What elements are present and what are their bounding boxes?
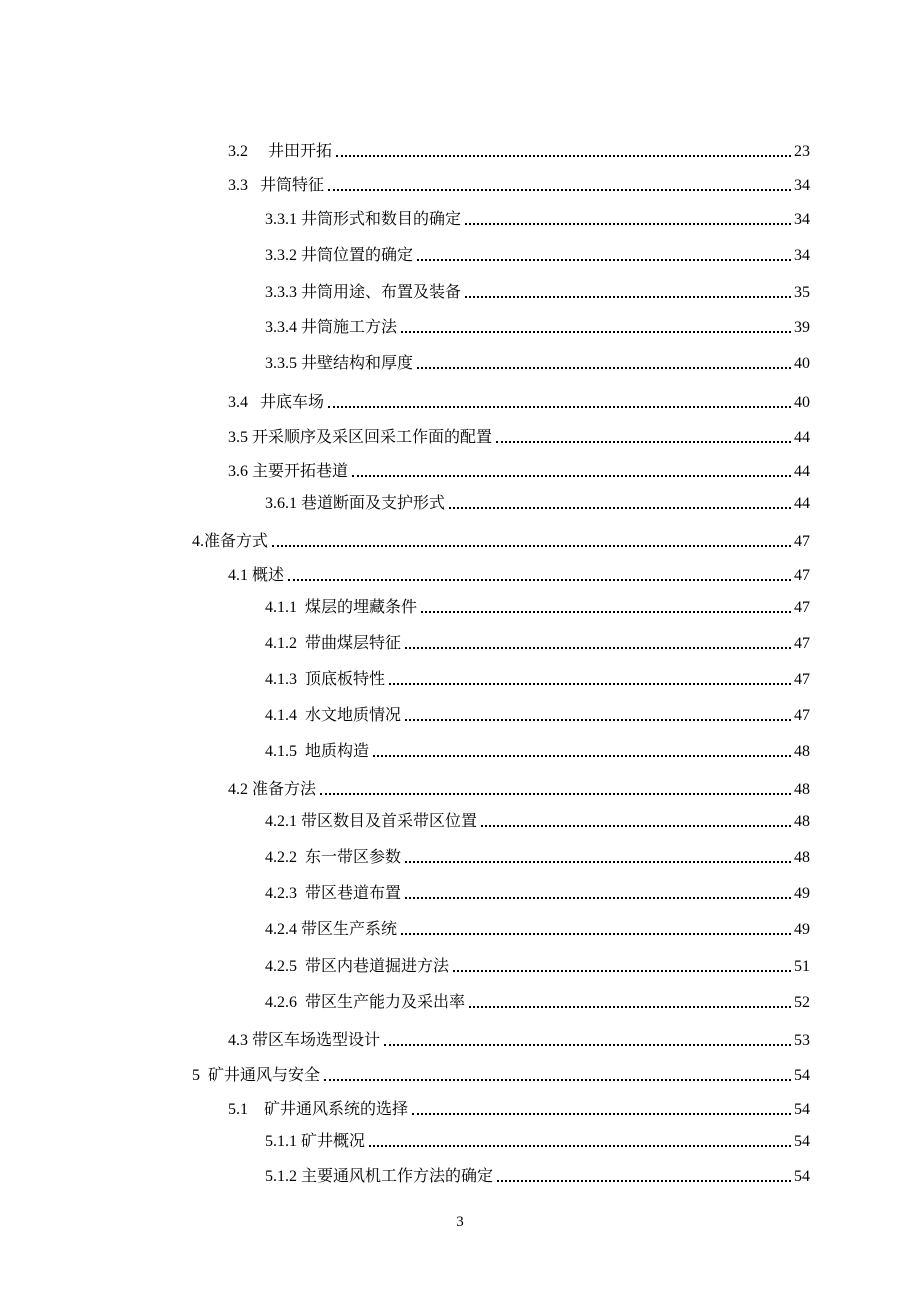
toc-entry[interactable] — [228, 424, 810, 448]
toc-entry-title: 4.2.3 带区巷道布置 — [265, 885, 402, 902]
toc-entry-title: 3.3.1 井筒形式和数目的确定 — [265, 211, 462, 228]
toc-entry-page: 44 — [794, 495, 810, 512]
toc-entry-page: 34 — [794, 177, 810, 194]
toc-entry-title: 4.2.5 带区内巷道掘进方法 — [265, 958, 450, 975]
toc-entry-page: 54 — [794, 1101, 810, 1118]
toc-entry-title: 5.1 矿井通风系统的选择 — [228, 1101, 409, 1118]
toc-dot-leader — [373, 755, 791, 757]
toc-entry-title: 4.2 准备方法 — [228, 781, 317, 798]
toc-entry[interactable] — [265, 490, 810, 514]
toc-entry-page: 39 — [794, 319, 810, 336]
toc-dot-leader — [324, 1079, 791, 1081]
toc-entry[interactable] — [228, 138, 810, 162]
toc-entry-title: 3.3.4 井筒施工方法 — [265, 319, 398, 336]
toc-entry-page: 47 — [794, 599, 810, 616]
toc-entry-page: 54 — [794, 1168, 810, 1185]
toc-entry[interactable] — [228, 1027, 810, 1051]
toc-entry-page: 47 — [794, 533, 810, 550]
toc-entry-page: 47 — [794, 671, 810, 688]
toc-dot-leader — [405, 897, 791, 899]
toc-dot-leader — [405, 719, 791, 721]
toc-entry[interactable] — [265, 953, 810, 977]
toc-dot-leader — [328, 189, 791, 191]
toc-entry[interactable] — [265, 206, 810, 230]
toc-dot-leader — [288, 579, 791, 581]
toc-dot-leader — [369, 1145, 791, 1147]
toc-entry-page: 40 — [794, 394, 810, 411]
toc-entry[interactable] — [265, 1128, 810, 1152]
toc-entry-title: 4.2.6 带区生产能力及采出率 — [265, 994, 466, 1011]
toc-entry-title: 4.1.4 水文地质情况 — [265, 707, 402, 724]
toc-entry-title: 3.6 主要开拓巷道 — [228, 463, 349, 480]
toc-dot-leader — [389, 683, 791, 685]
toc-entry[interactable] — [192, 528, 810, 552]
toc-dot-leader — [453, 970, 791, 972]
toc-dot-leader — [417, 259, 791, 261]
toc-entry[interactable] — [265, 314, 810, 338]
toc-dot-leader — [405, 861, 791, 863]
toc-entry-page: 23 — [794, 143, 810, 160]
toc-dot-leader — [405, 647, 791, 649]
toc-entry-page: 47 — [794, 707, 810, 724]
toc-entry-page: 48 — [794, 743, 810, 760]
toc-entry-title: 3.3 井筒特征 — [228, 177, 325, 194]
toc-entry[interactable] — [265, 989, 810, 1013]
toc-entry[interactable] — [228, 1096, 810, 1120]
toc-entry-page: 49 — [794, 885, 810, 902]
toc-entry-page: 34 — [794, 247, 810, 264]
toc-dot-leader — [328, 406, 791, 408]
toc-entry[interactable] — [228, 458, 810, 482]
toc-dot-leader — [497, 1180, 791, 1182]
toc-dot-leader — [412, 1113, 791, 1115]
toc-dot-leader — [320, 793, 791, 795]
toc-entry[interactable] — [228, 562, 810, 586]
toc-dot-leader — [272, 545, 791, 547]
toc-entry[interactable] — [228, 172, 810, 196]
toc-entry[interactable] — [265, 350, 810, 374]
toc-entry-page: 34 — [794, 211, 810, 228]
toc-entry-page: 47 — [794, 635, 810, 652]
toc-dot-leader — [336, 155, 791, 157]
toc-entry-page: 51 — [794, 958, 810, 975]
toc-entry-title: 4.1.5 地质构造 — [265, 743, 370, 760]
toc-entry-title: 3.4 井底车场 — [228, 394, 325, 411]
toc-entry[interactable] — [228, 389, 810, 413]
toc-entry-page: 35 — [794, 284, 810, 301]
toc-entry-page: 53 — [794, 1032, 810, 1049]
toc-entry-page: 49 — [794, 921, 810, 938]
toc-dot-leader — [469, 1006, 791, 1008]
toc-entry-title: 3.3.2 井筒位置的确定 — [265, 247, 414, 264]
toc-entry-page: 54 — [794, 1133, 810, 1150]
toc-entry-title: 3.5 开采顺序及采区回采工作面的配置 — [228, 429, 493, 446]
toc-entry-page: 48 — [794, 781, 810, 798]
toc-entry[interactable] — [265, 916, 810, 940]
toc-entry-title: 4.1.3 顶底板特性 — [265, 671, 386, 688]
toc-entry[interactable] — [265, 702, 810, 726]
toc-entry-title: 4.1.1 煤层的埋藏条件 — [265, 599, 418, 616]
toc-entry-title: 3.2 井田开拓 — [228, 143, 333, 160]
toc-entry[interactable] — [265, 594, 810, 618]
toc-entry-title: 4.3 带区车场选型设计 — [228, 1032, 381, 1049]
toc-entry[interactable] — [265, 630, 810, 654]
toc-dot-leader — [401, 331, 791, 333]
toc-entry-title: 3.3.3 井筒用途、布置及装备 — [265, 284, 462, 301]
toc-entry-page: 47 — [794, 567, 810, 584]
toc-entry[interactable] — [265, 880, 810, 904]
toc-entry-page: 44 — [794, 429, 810, 446]
toc-entry[interactable] — [228, 776, 810, 800]
toc-dot-leader — [465, 223, 791, 225]
toc-entry-title: 4.2.2 东一带区参数 — [265, 849, 402, 866]
toc-dot-leader — [401, 933, 791, 935]
toc-entry-title: 3.6.1 巷道断面及支护形式 — [265, 495, 446, 512]
toc-entry-title: 4.准备方式 — [192, 533, 269, 550]
toc-entry-page: 52 — [794, 994, 810, 1011]
toc-dot-leader — [465, 296, 791, 298]
toc-entry-title: 5.1.2 主要通风机工作方法的确定 — [265, 1168, 494, 1185]
toc-entry-page: 44 — [794, 463, 810, 480]
toc-dot-leader — [481, 825, 791, 827]
toc-entry[interactable] — [265, 738, 810, 762]
toc-entry[interactable] — [192, 1062, 810, 1086]
toc-entry[interactable] — [265, 279, 810, 303]
toc-entry-page: 48 — [794, 849, 810, 866]
toc-entry-title: 4.2.4 带区生产系统 — [265, 921, 398, 938]
toc-entry-title: 3.3.5 井壁结构和厚度 — [265, 355, 414, 372]
toc-entry-title: 5 矿井通风与安全 — [192, 1067, 321, 1084]
page-number: 3 — [456, 1214, 464, 1230]
toc-dot-leader — [417, 367, 791, 369]
toc-entry-title: 4.2.1 带区数目及首采带区位置 — [265, 813, 478, 830]
toc-entry-title: 4.1.2 带曲煤层特征 — [265, 635, 402, 652]
toc-entry-page: 48 — [794, 813, 810, 830]
toc-dot-leader — [449, 507, 791, 509]
toc-entry[interactable] — [265, 844, 810, 868]
toc-entry[interactable] — [265, 242, 810, 266]
toc-dot-leader — [384, 1044, 791, 1046]
toc-entry-title: 5.1.1 矿井概况 — [265, 1133, 366, 1150]
toc-entry-page: 40 — [794, 355, 810, 372]
toc-dot-leader — [421, 611, 791, 613]
toc-entry[interactable] — [265, 1163, 810, 1187]
toc-entry[interactable] — [265, 808, 810, 832]
toc-dot-leader — [352, 475, 791, 477]
toc-entry-title: 4.1 概述 — [228, 567, 285, 584]
toc-dot-leader — [496, 441, 791, 443]
toc-entry-page: 54 — [794, 1067, 810, 1084]
toc-entry[interactable] — [265, 666, 810, 690]
